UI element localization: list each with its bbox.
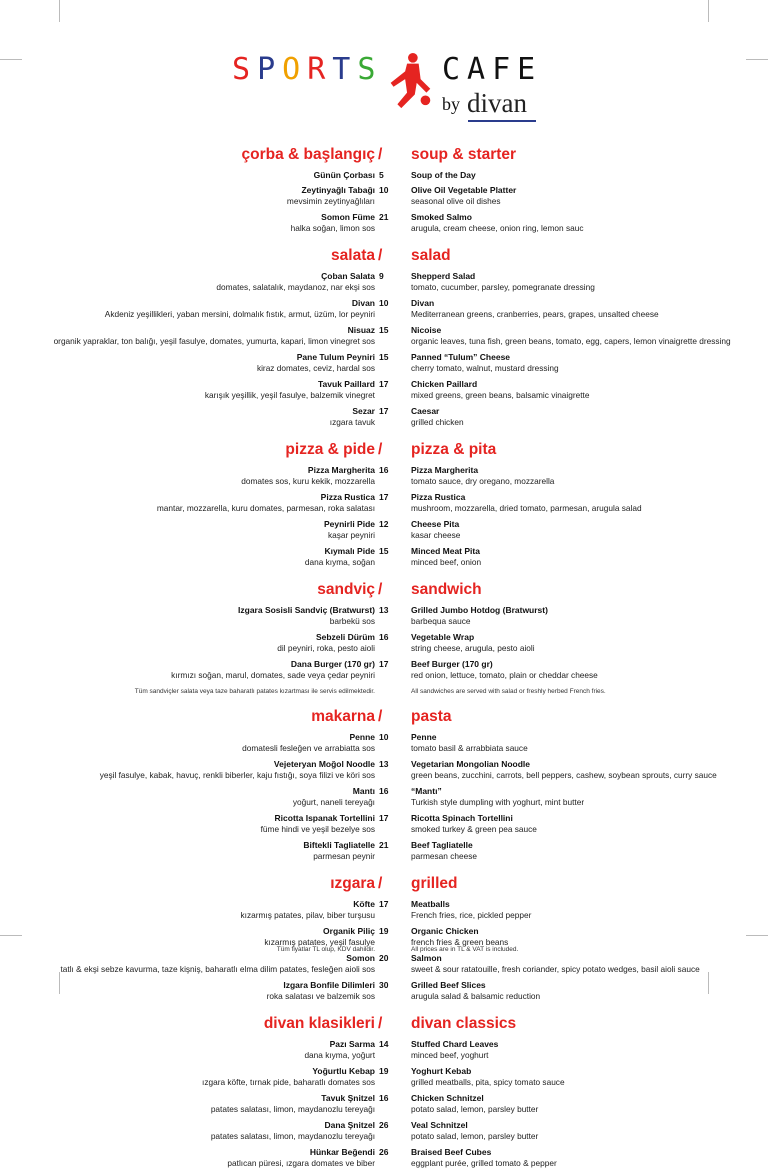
- item-name-tr: Çoban Salata: [321, 271, 375, 281]
- item-en: [411, 492, 642, 513]
- item-tr: [305, 546, 375, 567]
- item-tr: [314, 170, 375, 181]
- item-desc-en: red onion, lettuce, tomato, plain or cheddar cheese: [411, 669, 598, 680]
- item-price: 30: [379, 980, 389, 990]
- item-en: [411, 212, 584, 233]
- item-tr: [261, 813, 375, 834]
- item-desc-tr: barbekü sos: [329, 615, 375, 626]
- item-desc-en: Turkish style dumpling with yoghurt, mint butter: [411, 796, 585, 807]
- item-name-tr: Organik Piliç: [323, 926, 375, 936]
- item-en: [411, 465, 554, 486]
- item-en: [411, 519, 460, 540]
- item-en: [411, 980, 540, 1001]
- item-tr: [257, 352, 375, 373]
- item-desc-tr: kiraz domates, ceviz, hardal sos: [256, 362, 375, 373]
- item-desc-tr: kızarmış patates, pilav, biber turşusu: [240, 909, 375, 920]
- item-desc-tr: domates, salatalık, maydanoz, nar ekşi sos: [216, 281, 375, 292]
- item-price: 19: [379, 1066, 389, 1076]
- item-en: [411, 759, 717, 780]
- item-en: [411, 786, 584, 807]
- item-en: [411, 1093, 538, 1114]
- logo-letter: T: [332, 52, 358, 87]
- item-name-tr: Pizza Margherita: [307, 465, 375, 475]
- item-name-en: Beef Tagliatelle: [411, 840, 473, 850]
- item-price: 15: [379, 325, 389, 335]
- item-price: 16: [379, 465, 389, 475]
- item-desc-en: sweet & sour ratatouille, fresh coriander, spicy potato wedges, basil aioli sauce: [411, 963, 700, 974]
- item-name-en: Pizza Rustica: [411, 492, 466, 502]
- menu-item: [0, 1120, 768, 1147]
- item-name-en: Vegetarian Mongolian Noodle: [411, 759, 531, 769]
- item-desc-tr: domatesli fesleğen ve arrabiatta sos: [242, 742, 375, 753]
- item-name-en: Vegetable Wrap: [411, 632, 475, 642]
- item-desc-en: mixed greens, green beans, balsamic vinaigrette: [411, 389, 590, 400]
- item-price: 5: [379, 170, 384, 180]
- item-tr: [211, 1093, 375, 1114]
- item-desc-tr: ızgara köfte, tırnak pide, baharatlı domates sos: [202, 1076, 375, 1087]
- item-desc-en: organic leaves, tuna fish, green beans, tomato, egg, capers, lemon vinaigrette dressing: [411, 335, 731, 346]
- item-name-en: Olive Oil Vegetable Platter: [411, 185, 517, 195]
- item-desc-en: tomato, cucumber, parsley, pomegranate dressing: [411, 281, 595, 292]
- item-name-tr: Günün Çorbası: [313, 170, 375, 180]
- menu-item: [0, 325, 768, 352]
- menu-item: [0, 170, 768, 185]
- item-desc-tr: tatlı & ekşi sebze kavurma, taze kişniş, baharatlı elma dilim patates, fesleğen aioli sos: [60, 963, 375, 974]
- item-price: 10: [379, 185, 389, 195]
- item-tr: [211, 1120, 375, 1141]
- item-price: 15: [379, 546, 389, 556]
- item-desc-tr: karışık yeşillik, yeşil fasulye, balzemik vinegret: [204, 389, 375, 400]
- item-desc-en: minced beef, yoghurt: [411, 1049, 489, 1060]
- section-separator: /: [378, 247, 383, 264]
- item-desc-tr: organik yapraklar, ton balığı, yeşil fasulye, domates, yumurta, kapari, limon vinegret sos: [53, 335, 375, 346]
- item-en: [411, 406, 464, 427]
- item-name-tr: Köfte: [353, 899, 375, 909]
- item-name-tr: Pizza Rustica: [320, 492, 375, 502]
- section-header: [0, 146, 768, 170]
- item-desc-en: eggplant purée, grilled tomato & pepper: [411, 1157, 557, 1168]
- section-title-tr: çorba & başlangıç: [241, 146, 375, 163]
- item-desc-en: potato salad, lemon, parsley butter: [411, 1103, 539, 1114]
- logo-letter: S: [232, 52, 258, 87]
- item-desc-tr: kızarmış patates, yeşil fasulye: [264, 936, 375, 947]
- item-price: 17: [379, 899, 389, 909]
- item-name-en: Chicken Paillard: [411, 379, 478, 389]
- item-name-en: Shepperd Salad: [411, 271, 476, 281]
- section-title-en: sandwich: [411, 581, 482, 598]
- item-desc-en: minced beef, onion: [411, 556, 482, 567]
- item-name-tr: Sebzeli Dürüm: [315, 632, 375, 642]
- item-name-tr: Sezar: [352, 406, 375, 416]
- item-name-en: Yoghurt Kebab: [411, 1066, 472, 1076]
- item-tr: [54, 325, 375, 346]
- crop-mark: [708, 0, 709, 22]
- item-name-en: Braised Beef Cubes: [411, 1147, 492, 1157]
- item-name-en: Soup of the Day: [411, 170, 476, 180]
- section-title-tr: salata: [331, 247, 375, 264]
- item-name-tr: Hünkar Beğendi: [309, 1147, 375, 1157]
- item-tr: [100, 759, 375, 780]
- logo-divan: divan: [467, 88, 527, 118]
- section-separator: /: [378, 708, 383, 725]
- item-desc-tr: kırmızı soğan, marul, domates, sade veya çedar peyniri: [171, 669, 375, 680]
- item-price: 26: [379, 1120, 389, 1130]
- item-desc-tr: patates salatası, limon, maydanozlu tereyağı: [210, 1103, 375, 1114]
- item-tr: [205, 379, 375, 400]
- item-desc-en: barbequa sauce: [411, 615, 471, 626]
- item-tr: [238, 605, 375, 626]
- item-en: [411, 1147, 557, 1168]
- soccer-player-icon: [380, 52, 438, 110]
- item-name-en: Nicoise: [411, 325, 442, 335]
- footer: [0, 944, 768, 958]
- item-price: 19: [379, 926, 389, 936]
- item-en: [411, 1066, 565, 1087]
- item-name-en: Panned “Tulum” Cheese: [411, 352, 511, 362]
- item-name-en: Salmon: [411, 953, 442, 963]
- item-name-en: “Mantı”: [411, 786, 442, 796]
- item-price: 16: [379, 786, 389, 796]
- item-tr: [330, 406, 375, 427]
- item-desc-tr: roka salatası ve balzemik sos: [266, 990, 375, 1001]
- item-tr: [324, 519, 375, 540]
- item-en: [411, 298, 659, 319]
- item-name-tr: Tavuk Şnitzel: [321, 1093, 375, 1103]
- item-tr: [157, 492, 375, 513]
- item-desc-en: Mediterranean greens, cranberries, pears, grapes, unsalted cheese: [411, 308, 659, 319]
- item-tr: [277, 632, 375, 653]
- menu-item: [0, 352, 768, 379]
- menu-item: [0, 659, 768, 686]
- item-desc-en: cherry tomato, walnut, mustard dressing: [411, 362, 559, 373]
- menu-item: [0, 185, 768, 212]
- menu-item: [0, 813, 768, 840]
- item-name-tr: Dana Burger (170 gr): [290, 659, 375, 669]
- item-tr: [216, 271, 375, 292]
- item-tr: [293, 786, 375, 807]
- item-name-en: Divan: [411, 298, 435, 308]
- item-tr: [291, 212, 375, 233]
- item-desc-en: grilled chicken: [411, 416, 464, 427]
- menu-item: [0, 1066, 768, 1093]
- section-separator: /: [378, 875, 383, 892]
- item-name-tr: Biftekli Tagliatelle: [303, 840, 375, 850]
- item-desc-tr: füme hindi ve yeşil bezelye sos: [260, 823, 375, 834]
- item-en: [411, 1039, 498, 1060]
- item-name-en: Grilled Jumbo Hotdog (Bratwurst): [411, 605, 548, 615]
- section-title-en: salad: [411, 247, 451, 264]
- item-desc-en: tomato sauce, dry oregano, mozzarella: [411, 475, 555, 486]
- section-separator: /: [378, 441, 383, 458]
- item-en: [411, 840, 477, 861]
- item-name-en: Beef Burger (170 gr): [411, 659, 493, 669]
- item-name-tr: Pazı Sarma: [329, 1039, 375, 1049]
- item-price: 13: [379, 605, 389, 615]
- item-price: 16: [379, 1093, 389, 1103]
- logo-underline: [468, 120, 536, 122]
- item-price: 9: [379, 271, 384, 281]
- item-desc-tr: patates salatası, limon, maydanozlu tereyağı: [210, 1130, 375, 1141]
- menu-item: [0, 492, 768, 519]
- item-price: 10: [379, 732, 389, 742]
- item-price: 15: [379, 352, 389, 362]
- item-name-tr: Penne: [349, 732, 375, 742]
- logo-letter: P: [257, 52, 283, 87]
- item-desc-en: tomato basil & arrabbiata sauce: [411, 742, 528, 753]
- section-title-tr: divan klasikleri: [263, 1015, 375, 1032]
- item-name-tr: Vejeteryan Moğol Noodle: [273, 759, 375, 769]
- item-en: [411, 659, 598, 680]
- item-name-tr: Somon Füme: [321, 212, 375, 222]
- item-desc-tr: mantar, mozzarella, kuru domates, parmesan, roka salatası: [156, 502, 375, 513]
- item-price: 17: [379, 813, 389, 823]
- item-name-en: Minced Meat Pita: [411, 546, 480, 556]
- item-price: 17: [379, 492, 389, 502]
- section-header: [0, 875, 768, 899]
- section-title-en: divan classics: [411, 1015, 517, 1032]
- item-name-en: Meatballs: [411, 899, 450, 909]
- menu-item: [0, 271, 768, 298]
- note-tr: Tüm sandviçler salata veya taze baharatlı patates kızartması ile servis edilmektedir.: [134, 688, 375, 695]
- section-title-en: grilled: [411, 875, 458, 892]
- section-header: [0, 1015, 768, 1039]
- item-desc-en: potato salad, lemon, parsley butter: [411, 1130, 539, 1141]
- item-tr: [241, 899, 376, 920]
- item-desc-en: mushroom, mozzarella, dried tomato, parmesan, arugula salad: [411, 502, 642, 513]
- menu-item: [0, 786, 768, 813]
- item-desc-tr: ızgara tavuk: [329, 416, 375, 427]
- section-header: [0, 708, 768, 732]
- item-name-en: Stuffed Chard Leaves: [411, 1039, 499, 1049]
- item-name-tr: Nisuaz: [347, 325, 375, 335]
- item-name-tr: Yoğurtlu Kebap: [312, 1066, 375, 1076]
- item-desc-tr: dana kıyma, soğan: [304, 556, 375, 567]
- item-desc-en: arugula salad & balsamic reduction: [411, 990, 541, 1001]
- item-desc-tr: parmesan peynir: [313, 850, 375, 861]
- brand-logo: [0, 52, 768, 122]
- item-desc-tr: kaşar peyniri: [327, 529, 375, 540]
- item-price: 16: [379, 632, 389, 642]
- footer-tr: Tüm fiyatlar TL olup, KDV dahildir.: [276, 946, 375, 953]
- item-name-tr: Kıymalı Pide: [324, 546, 375, 556]
- item-en: [411, 732, 528, 753]
- item-tr: [242, 732, 375, 753]
- menu-item: [0, 406, 768, 433]
- item-name-en: Organic Chicken: [411, 926, 479, 936]
- menu-item: [0, 519, 768, 546]
- section-separator: /: [378, 581, 383, 598]
- section-header: [0, 247, 768, 271]
- item-name-en: Grilled Beef Slices: [411, 980, 486, 990]
- item-tr: [171, 659, 375, 680]
- item-tr: [241, 465, 375, 486]
- menu: [0, 138, 768, 1174]
- logo-letter: S: [357, 52, 383, 87]
- item-price: 17: [379, 379, 389, 389]
- menu-item: [0, 840, 768, 867]
- section-title-en: soup & starter: [411, 146, 517, 163]
- item-en: [411, 813, 537, 834]
- menu-item: [0, 732, 768, 759]
- logo-letter: O: [282, 52, 308, 87]
- item-price: 12: [379, 519, 389, 529]
- item-price: 17: [379, 406, 389, 416]
- section-separator: /: [378, 1015, 383, 1032]
- menu-item: [0, 1093, 768, 1120]
- item-price: 10: [379, 298, 389, 308]
- item-en: [411, 632, 535, 653]
- section-title-tr: ızgara: [330, 875, 375, 892]
- item-price: 14: [379, 1039, 389, 1049]
- note-en: All sandwiches are served with salad or freshly herbed French fries.: [411, 688, 606, 695]
- logo-cafe: CAFE: [442, 52, 543, 87]
- item-desc-tr: domates sos, kuru kekik, mozzarella: [241, 475, 375, 486]
- menu-item: [0, 1147, 768, 1174]
- item-desc-tr: halka soğan, limon sos: [290, 222, 375, 233]
- item-desc-tr: yoğurt, naneli tereyağı: [292, 796, 375, 807]
- item-name-tr: Mantı: [352, 786, 375, 796]
- section-title-tr: sandviç: [317, 581, 375, 598]
- item-desc-en: kasar cheese: [411, 529, 461, 540]
- item-desc-en: French fries, rice, pickled pepper: [411, 909, 532, 920]
- item-desc-en: grilled meatballs, pita, spicy tomato sauce: [411, 1076, 565, 1087]
- item-price: 20: [379, 953, 389, 963]
- item-name-tr: Pane Tulum Peyniri: [296, 352, 375, 362]
- footer-en: All prices are in TL & VAT is included.: [411, 946, 519, 953]
- item-desc-tr: patlıcan püresi, ızgara domates ve biber: [227, 1157, 375, 1168]
- item-desc-en: arugula, cream cheese, onion ring, lemon sauc: [411, 222, 584, 233]
- item-en: [411, 1120, 538, 1141]
- item-name-en: Chicken Schnitzel: [411, 1093, 484, 1103]
- item-tr: [202, 1066, 375, 1087]
- menu-item: [0, 546, 768, 573]
- logo-sports: [232, 52, 382, 87]
- section-separator: /: [378, 146, 383, 163]
- item-en: [411, 899, 531, 920]
- item-desc-tr: dil peyniri, roka, pesto aioli: [277, 642, 375, 653]
- item-desc-tr: mevsimin zeytinyağlıları: [286, 195, 375, 206]
- item-name-tr: Zeytinyağlı Tabağı: [301, 185, 375, 195]
- section-header: [0, 581, 768, 605]
- menu-item: [0, 465, 768, 492]
- item-desc-tr: Akdeniz yeşillikleri, yaban mersini, dolmalık fıstık, armut, üzüm, lor peyniri: [104, 308, 375, 319]
- crop-mark: [59, 0, 60, 22]
- item-name-tr: Ricotta Ispanak Tortellini: [274, 813, 375, 823]
- item-desc-en: parmesan cheese: [411, 850, 477, 861]
- menu-item: [0, 605, 768, 632]
- item-name-en: Smoked Salmo: [411, 212, 472, 222]
- section-title-en: pasta: [411, 708, 452, 725]
- item-desc-en: seasonal olive oil dishes: [411, 195, 501, 206]
- section-title-tr: makarna: [311, 708, 375, 725]
- item-desc-en: smoked turkey & green pea sauce: [411, 823, 537, 834]
- menu-item: [0, 759, 768, 786]
- item-tr: [105, 298, 375, 319]
- item-name-en: Penne: [411, 732, 437, 742]
- item-price: 26: [379, 1147, 389, 1157]
- item-name-en: Veal Schnitzel: [411, 1120, 468, 1130]
- item-en: [411, 170, 476, 181]
- logo-letter: R: [307, 52, 333, 87]
- item-name-en: Caesar: [411, 406, 440, 416]
- item-price: 21: [379, 840, 389, 850]
- item-price: 21: [379, 212, 389, 222]
- menu-item: [0, 212, 768, 239]
- item-en: [411, 325, 731, 346]
- item-tr: [303, 840, 375, 861]
- menu-item: [0, 298, 768, 325]
- item-tr: [304, 1039, 375, 1060]
- section-title-tr: pizza & pide: [285, 441, 375, 458]
- item-en: [411, 605, 548, 626]
- item-name-tr: Peynirli Pide: [323, 519, 375, 529]
- item-price: 13: [379, 759, 389, 769]
- item-name-tr: Izgara Bonfile Dilimleri: [283, 980, 375, 990]
- item-name-tr: Somon: [346, 953, 375, 963]
- item-en: [411, 271, 595, 292]
- menu-item: [0, 379, 768, 406]
- menu-item: [0, 632, 768, 659]
- menu-item: [0, 1039, 768, 1066]
- item-en: [411, 185, 516, 206]
- item-en: [411, 379, 589, 400]
- item-desc-tr: yeşil fasulye, kabak, havuç, renkli biberler, kaju fıstığı, soya filizi ve köri sos: [99, 769, 375, 780]
- section-header: [0, 441, 768, 465]
- item-tr: [267, 980, 375, 1001]
- item-name-tr: Tavuk Paillard: [317, 379, 375, 389]
- item-name-en: Ricotta Spinach Tortellini: [411, 813, 513, 823]
- item-en: [411, 546, 481, 567]
- item-tr: [287, 185, 375, 206]
- section-note: [0, 686, 768, 700]
- item-name-en: Pizza Margherita: [411, 465, 479, 475]
- item-name-tr: Dana Şnitzel: [324, 1120, 375, 1130]
- item-price: 17: [379, 659, 389, 669]
- item-en: [411, 352, 559, 373]
- item-name-tr: Izgara Sosisli Sandviç (Bratwurst): [238, 605, 375, 615]
- section-title-en: pizza & pita: [411, 441, 497, 458]
- item-name-tr: Divan: [351, 298, 375, 308]
- item-name-en: Cheese Pita: [411, 519, 460, 529]
- menu-item: [0, 899, 768, 926]
- item-tr: [227, 1147, 375, 1168]
- logo-by: by: [442, 94, 460, 114]
- item-desc-tr: dana kıyma, yoğurt: [304, 1049, 375, 1060]
- item-desc-en: french fries & green beans: [411, 936, 509, 947]
- item-desc-en: green beans, zucchini, carrots, bell peppers, cashew, soybean sprouts, curry sauce: [411, 769, 717, 780]
- item-desc-en: string cheese, arugula, pesto aioli: [411, 642, 535, 653]
